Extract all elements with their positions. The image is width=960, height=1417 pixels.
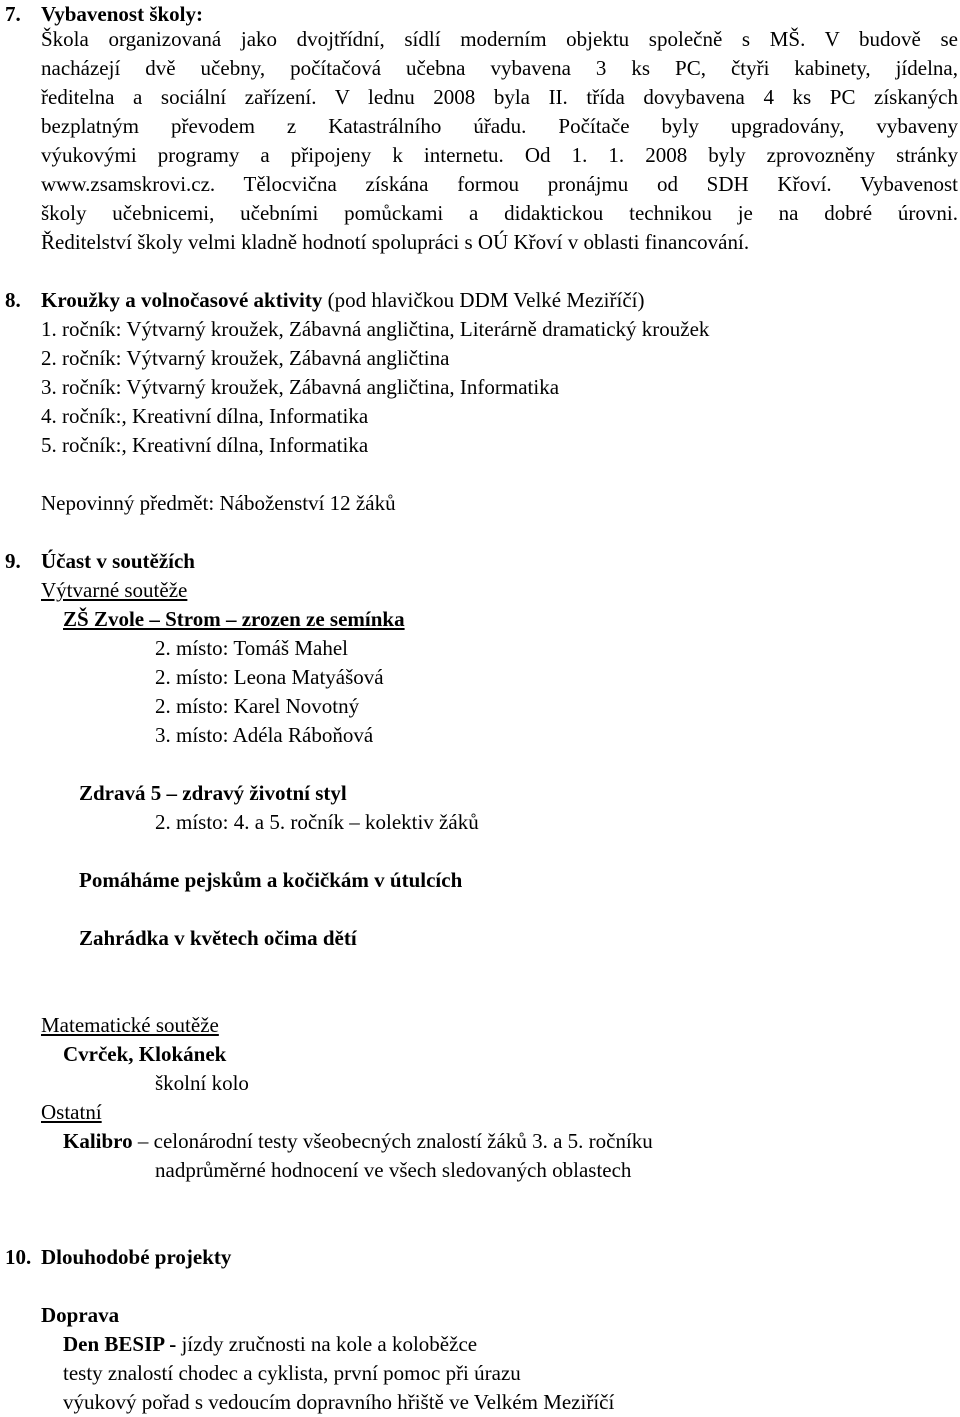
pomahame-competition: Pomáháme pejskům a kočičkám v útulcích [79,868,463,892]
school-round: školní kolo [155,1071,249,1095]
section-9-number: 9. [5,549,21,573]
section-7-number: 7. [5,2,21,26]
kalibro-line [63,1127,653,1156]
kalibro-result: nadprůměrné hodnocení ve všech sledovaných oblastech [155,1158,632,1182]
section-10-title: Dlouhodobé projekty [41,1245,232,1269]
result-line: 2. místo: Karel Novotný [155,694,360,718]
kalibro-description: – celonárodní testy všeobecných znalostí žáků 3. a 5. ročníku [132,1129,653,1153]
paragraph-line: nacházejí dvě učebny, počítačová učebna vybavena 3 ks PC, čtyři kabinety, jídelna, [41,56,958,80]
doprava-heading: Doprava [41,1303,120,1327]
besip-description: jízdy zručnosti na kole a koloběžce [176,1332,478,1356]
section-8-title: Kroužky a volnočasové aktivity [41,288,323,312]
zahradka-competition: Zahrádka v květech očima dětí [79,926,357,950]
section-10-number: 10. [5,1245,32,1269]
paragraph-line: Ředitelství školy velmi kladně hodnotí spolupráci s OÚ Křoví v oblasti financování. [41,230,750,254]
zdrava-result: 2. místo: 4. a 5. ročník – kolektiv žáků [155,810,479,834]
project-line: výukový pořad s vedoucím dopravního hřiště ve Velkém Meziříčí [63,1390,615,1414]
zs-zvole-competition: ZŠ Zvole – Strom – zrozen ze semínka [63,607,405,631]
paragraph-line: školy učebnicemi, učebními pomůckami a didaktickou technikou je na dobré úrovni. [41,201,958,225]
optional-subject: Nepovinný předmět: Náboženství 12 žáků [41,491,396,515]
section-9-title: Účast v soutěžích [41,549,195,573]
club-line: 3. ročník: Výtvarný kroužek, Zábavná angličtina, Informatika [41,375,560,399]
kalibro-title: Kalibro [63,1129,133,1153]
paragraph-line: bezplatným převodem z Katastrálního úřadu. Počítače byly upgradovány, vybaveny [41,114,958,138]
section-8-subtitle: (pod hlavičkou DDM Velké Meziříčí) [322,288,645,312]
paragraph-line: výukovými programy a připojeny k internetu. Od 1. 1. 2008 byly zprovozněny stránky [41,143,958,167]
section-8-number: 8. [5,288,21,312]
besip-title: Den BESIP - [63,1332,177,1356]
paragraph-line: www.zsamskrovi.cz. Tělocvična získána formou pronájmu od SDH Křoví. Vybavenost [41,172,958,196]
result-line: 2. místo: Tomáš Mahel [155,636,348,660]
paragraph-line: ředitelna a sociální zařízení. V lednu 2008 byla II. třída dovybavena 4 ks PC získaných [41,85,958,109]
club-line: 5. ročník:, Kreativní dílna, Informatika [41,433,369,457]
project-line: testy znalostí chodec a cyklista, první pomoc při úrazu [63,1361,521,1385]
cvrcek-competition: Cvrček, Klokánek [63,1042,227,1066]
other-heading: Ostatní [41,1100,102,1124]
math-competitions-heading: Matematické soutěže [41,1013,219,1037]
section-7-title: Vybavenost školy: [41,2,204,26]
club-line: 1. ročník: Výtvarný kroužek, Zábavná angličtina, Literárně dramatický kroužek [41,317,710,341]
result-line: 3. místo: Adéla Ráboňová [155,723,374,747]
art-competitions-heading: Výtvarné soutěže [41,578,188,602]
result-line: 2. místo: Leona Matyášová [155,665,384,689]
paragraph-line: Škola organizovaná jako dvojtřídní, sídlí moderním objektu společně s MŠ. V budově se [41,27,958,51]
besip-line [63,1330,477,1359]
club-line: 2. ročník: Výtvarný kroužek, Zábavná angličtina [41,346,450,370]
zdrava-competition: Zdravá 5 – zdravý životní styl [79,781,347,805]
club-line: 4. ročník:, Kreativní dílna, Informatika [41,404,369,428]
